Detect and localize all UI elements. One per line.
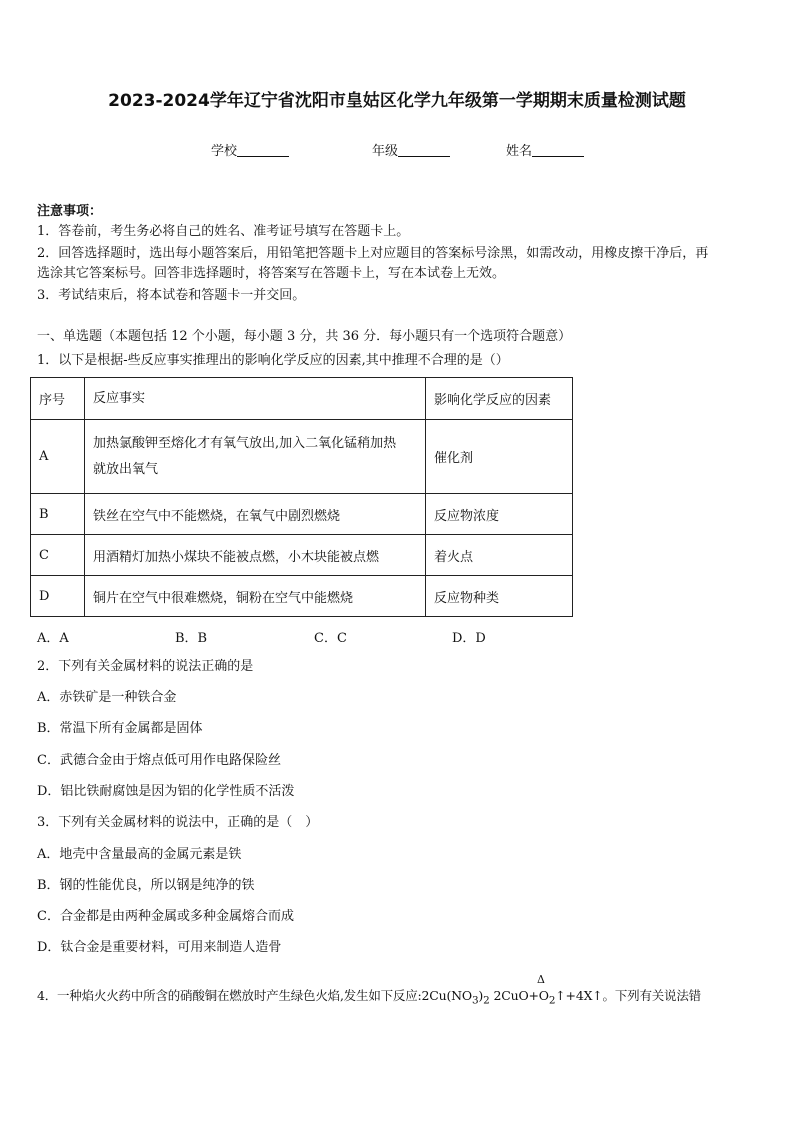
q1-option-c[interactable]: C．C — [314, 631, 347, 646]
row-id: C — [31, 535, 85, 576]
grade-field — [372, 140, 450, 159]
q3-option-c[interactable]: C．合金都是由两种金属或多种金属熔合而成 — [37, 909, 294, 924]
row-id: B — [31, 494, 85, 535]
notice-item: 1．答卷前，考生务必将自己的姓名、准考证号填写在答题卡上。 — [37, 224, 410, 239]
notice-item: 3．考试结束后，将本试卷和答题卡一并交回。 — [37, 288, 306, 303]
name-blank[interactable] — [532, 144, 584, 157]
notice-item: 选涂其它答案标号。回答非选择题时，将答案写在答题卡上，写在本试卷上无效。 — [37, 266, 506, 281]
notice-heading: 注意事项： — [37, 204, 103, 219]
table-row — [31, 535, 573, 576]
school-blank[interactable] — [237, 144, 289, 157]
q2-option-d[interactable]: D．铝比铁耐腐蚀是因为铝的化学性质不活泼 — [37, 784, 295, 799]
grade-blank[interactable] — [398, 144, 450, 157]
row-fact: 用酒精灯加热小煤块不能被点燃，小木块能被点燃 — [85, 535, 426, 576]
header-cell: 反应事实 — [85, 378, 426, 420]
q3-option-d[interactable]: D．钛合金是重要材料，可用来制造人造骨 — [37, 940, 282, 955]
row-fact: 加热氯酸钾至熔化才有氧气放出,加入二氧化锰稍加热 就放出氧气 — [85, 420, 426, 494]
table-row — [31, 494, 573, 535]
question-2-stem: 2．下列有关金属材料的说法正确的是 — [37, 659, 254, 674]
name-field — [506, 140, 584, 159]
header-cell: 序号 — [31, 378, 85, 420]
question-3-stem: 3．下列有关金属材料的说法中，正确的是（ ） — [37, 815, 319, 830]
header-cell: 影响化学反应的因素 — [426, 378, 573, 420]
notice-item: 2．回答选择题时，选出每小题答案后，用铅笔把答题卡上对应题目的答案标号涂黑，如需改动，用橡皮擦干净后，再 — [37, 246, 709, 261]
table-row — [31, 576, 573, 617]
question-1-table — [30, 377, 573, 617]
question-4-stem: 4．一种焰火火药中所含的硝酸铜在燃放时产生绿色火焰,发生如下反应$:2Cu(NO_3)_2$ $2CuO+O_2↑+4X↑$。下列有关说法错 — [37, 988, 701, 1007]
row-id: D — [31, 576, 85, 617]
q1-option-b[interactable]: B．B — [175, 631, 208, 646]
q3-option-a[interactable]: A．地壳中含量最高的金属元素是铁 — [37, 847, 242, 862]
section-heading: 一、单选题（本题包括 12 个小题，每小题 3 分，共 36 分．每小题只有一个选项符合题意） — [37, 329, 572, 344]
question-1-stem: 1．以下是根据-些反应事实推理出的影响化学反应的因素,其中推理不合理的是（） — [37, 353, 509, 368]
table-row — [31, 420, 573, 494]
row-factor: 催化剂 — [426, 420, 573, 494]
row-factor: 反应物浓度 — [426, 494, 573, 535]
q2-option-c[interactable]: C．武德合金由于熔点低可用作电路保险丝 — [37, 753, 281, 768]
row-fact: 铁丝在空气中不能燃烧，在氧气中剧烈燃烧 — [85, 494, 426, 535]
row-fact: 铜片在空气中很难燃烧，铜粉在空气中能燃烧 — [85, 576, 426, 617]
heat-symbol: Δ — [537, 973, 545, 986]
q1-option-d[interactable]: D．D — [452, 631, 486, 646]
row-id: A — [31, 420, 85, 494]
exam-title: 2023-2024学年辽宁省沈阳市皇姑区化学九年级第一学期期末质量检测试题 — [108, 91, 686, 111]
q3-option-b[interactable]: B．钢的性能优良，所以钢是纯净的铁 — [37, 878, 255, 893]
row-factor: 着火点 — [426, 535, 573, 576]
row-factor: 反应物种类 — [426, 576, 573, 617]
name-label: 姓名 — [506, 144, 533, 159]
school-field — [211, 140, 289, 159]
q1-option-a[interactable]: A．A — [37, 631, 69, 646]
table-header-row — [31, 378, 573, 420]
school-label: 学校 — [211, 144, 238, 159]
q2-option-b[interactable]: B．常温下所有金属都是固体 — [37, 721, 203, 736]
q2-option-a[interactable]: A．赤铁矿是一种铁合金 — [37, 690, 177, 705]
grade-label: 年级 — [372, 144, 399, 159]
